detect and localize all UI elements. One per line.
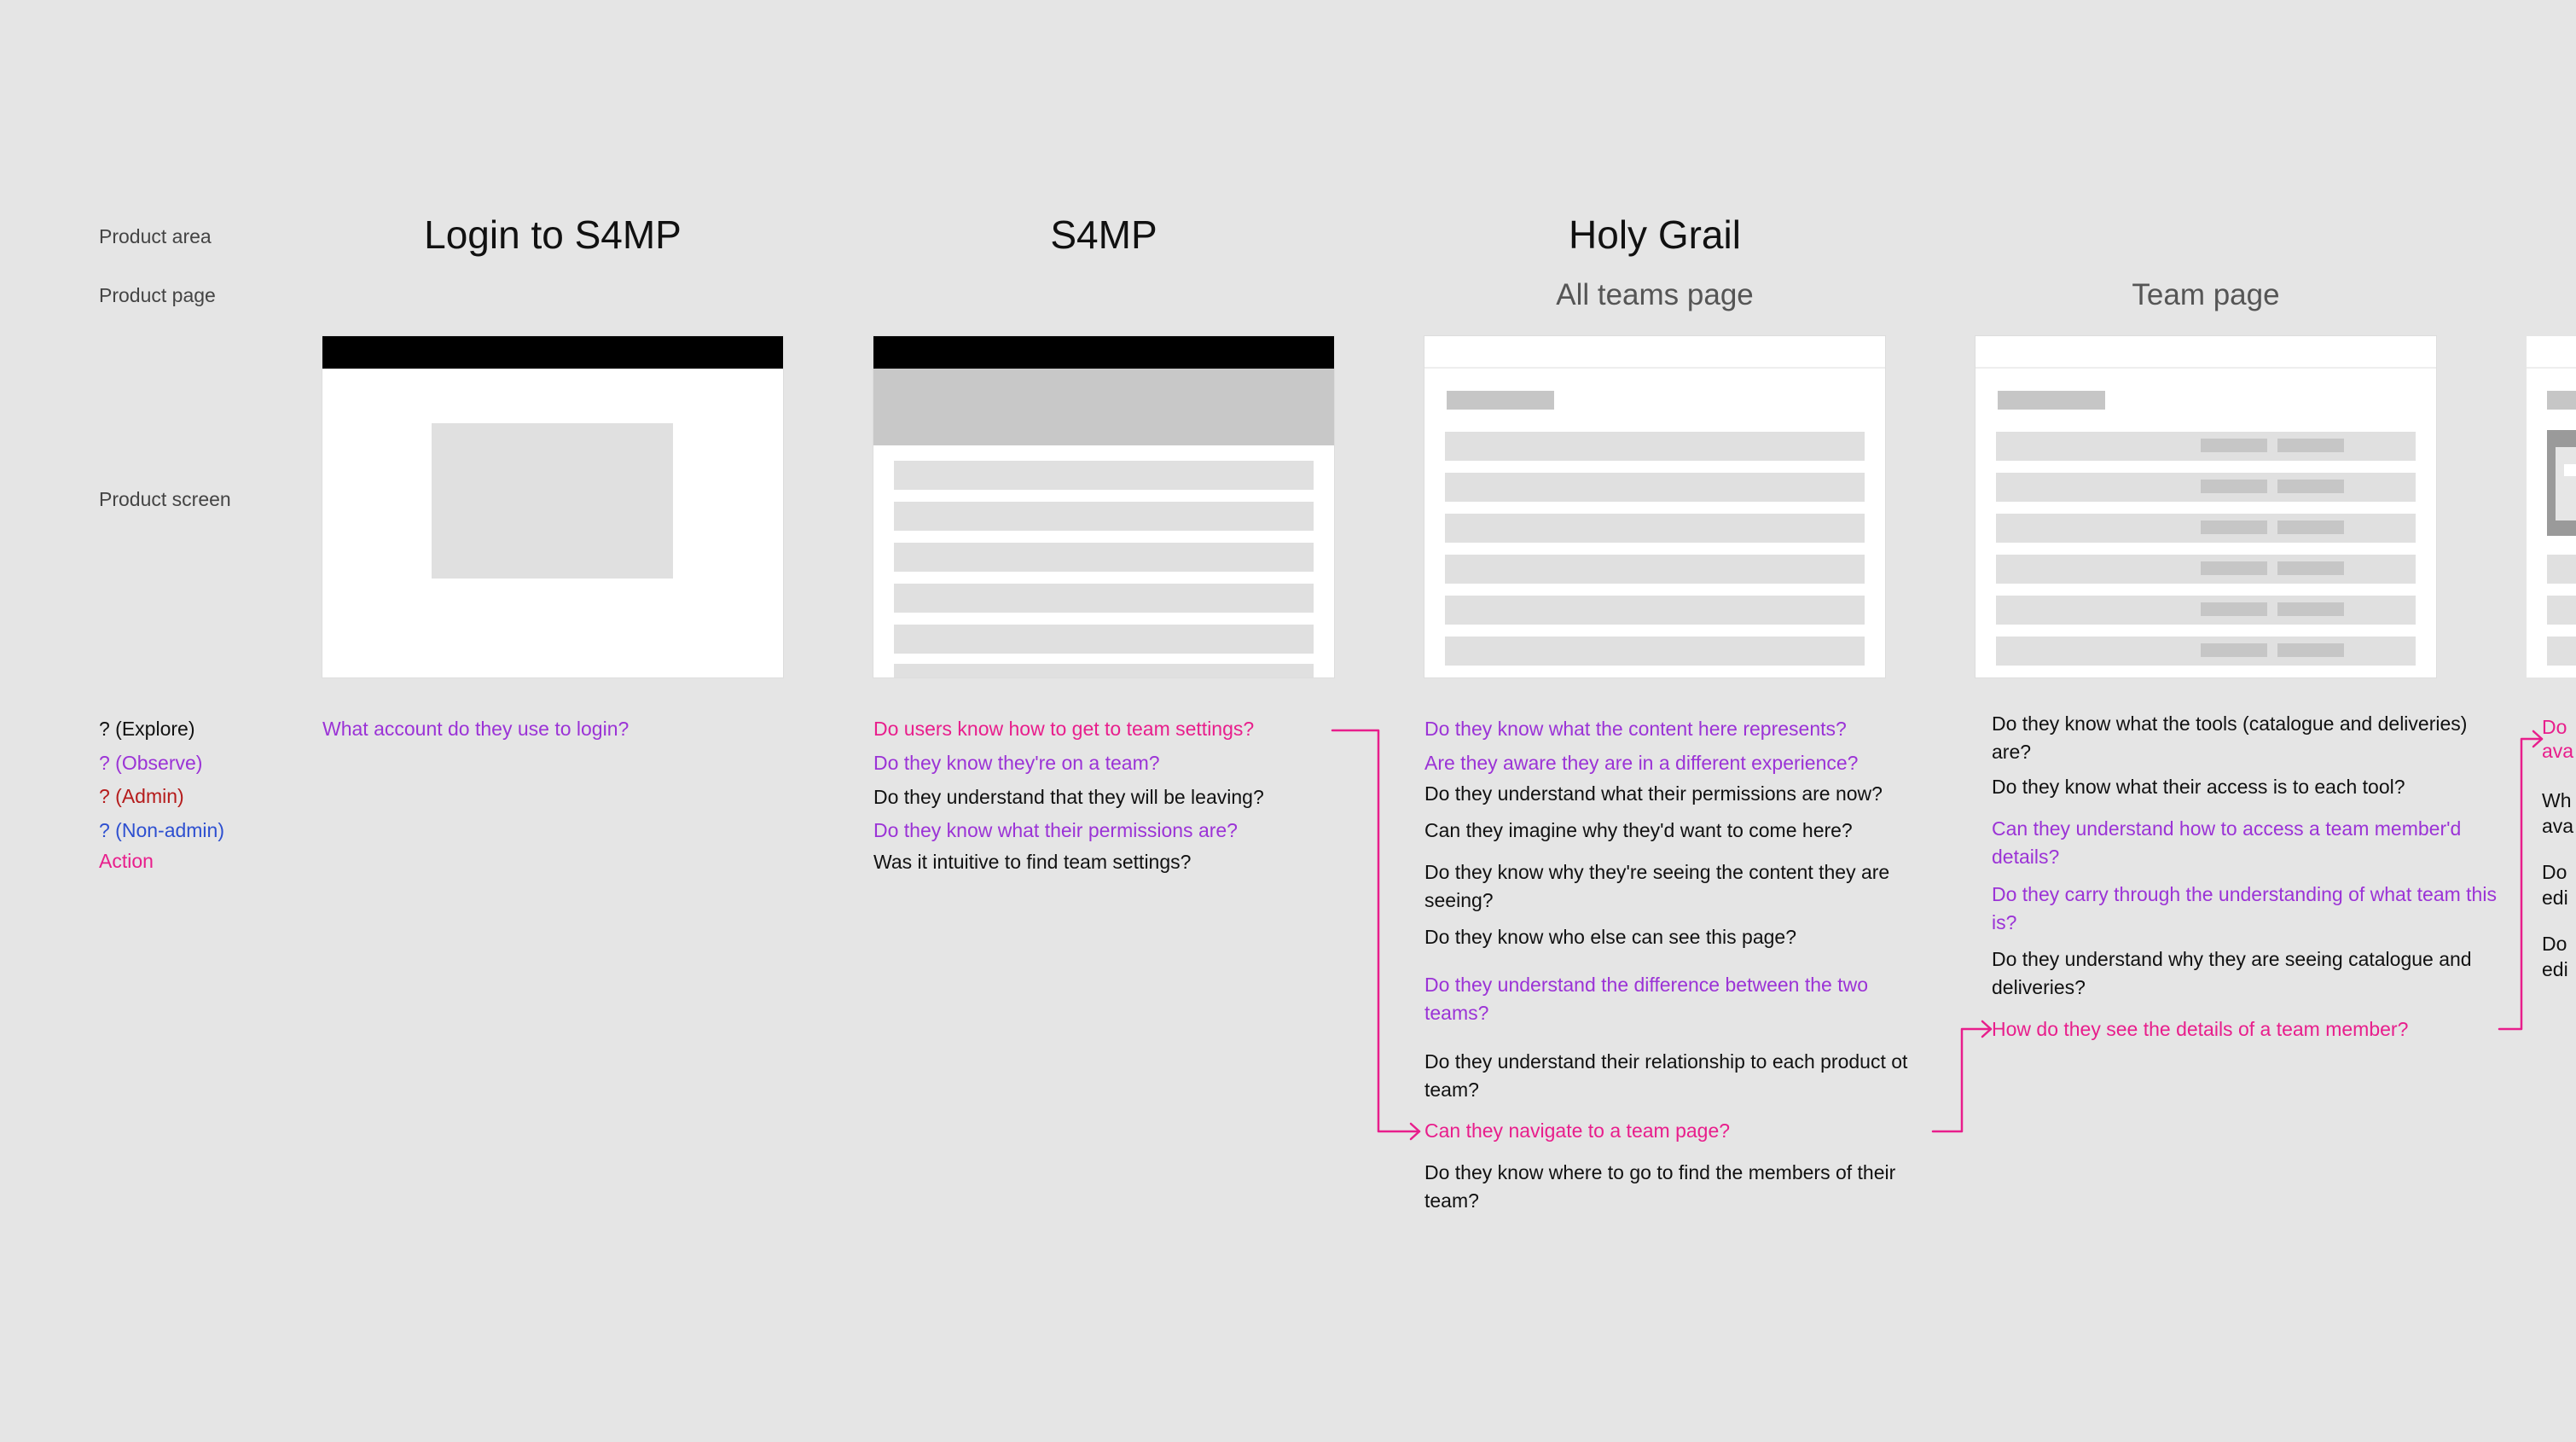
legend-non-admin: ? (Non-admin) xyxy=(99,819,224,841)
question-item: Are they aware they are in a different experience? xyxy=(1424,752,1859,774)
question-item[interactable]: How do they see the details of a team member? xyxy=(1992,1018,2409,1040)
question-item: Can they imagine why they'd want to come here? xyxy=(1424,819,1853,841)
product-area-login: Login to S4MP xyxy=(424,212,682,257)
question-item: Do users know how to get to team settings? xyxy=(873,718,1255,740)
question-item: Do they understand what their permissions are now? xyxy=(1424,782,1883,805)
question-item: Do they understand the difference between the two teams? xyxy=(1424,974,1868,1024)
product-page-all-teams: All teams page xyxy=(1556,278,1754,311)
connector-to-team-member-details xyxy=(1933,1029,1991,1131)
question-item: Do they know why they're seeing the content they are seeing? xyxy=(1424,861,1890,911)
question-item: Do they carry through the understanding of what team this is? xyxy=(1992,883,2497,933)
row-label-product-screen: Product screen xyxy=(99,488,231,510)
question-item-partial: ava xyxy=(2542,740,2574,762)
question-item: Do they know where to go to find the members of their team? xyxy=(1424,1161,1896,1212)
question-item: Do they know what the content here represents? xyxy=(1424,718,1847,740)
question-item: Can they understand how to access a team member'd details? xyxy=(1992,817,2462,868)
question-item: Do they understand why they are seeing catalogue and deliveries? xyxy=(1992,948,2472,998)
question-item: Do they know who else can see this page? xyxy=(1424,926,1796,948)
product-area-s4mp: S4MP xyxy=(1050,212,1157,257)
row-label-product-page: Product page xyxy=(99,284,216,306)
question-item: Was it intuitive to find team settings? xyxy=(873,851,1192,873)
question-item: Do they know they're on a team? xyxy=(873,752,1160,774)
connector-to-team-navigation xyxy=(1332,730,1419,1131)
question-item-partial: Do xyxy=(2542,861,2567,883)
question-item[interactable]: Can they navigate to a team page? xyxy=(1424,1119,1731,1142)
question-item-partial: ava xyxy=(2542,815,2574,837)
question-item-partial: edi xyxy=(2542,887,2568,909)
legend-observe: ? (Observe) xyxy=(99,752,203,774)
question-item: Do they know what the tools (catalogue and deliveries) are? xyxy=(1992,712,2468,763)
question-item: Do they understand their relationship to each product ot team? xyxy=(1424,1050,1908,1101)
product-page-team: Team page xyxy=(2132,278,2280,311)
question-item-partial: Do xyxy=(2542,933,2567,955)
legend-action: Action xyxy=(99,850,154,872)
product-area-holy-grail: Holy Grail xyxy=(1569,212,1741,257)
question-item-partial: Do xyxy=(2542,716,2567,738)
legend-admin: ? (Admin) xyxy=(99,785,184,807)
question-item: Do they understand that they will be leaving? xyxy=(873,786,1264,808)
question-item-partial: edi xyxy=(2542,958,2568,980)
question-item: Do they know what their permissions are? xyxy=(873,819,1238,841)
question-item-partial: Wh xyxy=(2542,789,2572,811)
connector-to-next-column xyxy=(2499,739,2542,1029)
question-item: What account do they use to login? xyxy=(322,718,629,740)
row-label-product-area: Product area xyxy=(99,225,212,247)
legend-explore: ? (Explore) xyxy=(99,718,195,740)
question-item: Do they know what their access is to each tool? xyxy=(1992,776,2405,798)
